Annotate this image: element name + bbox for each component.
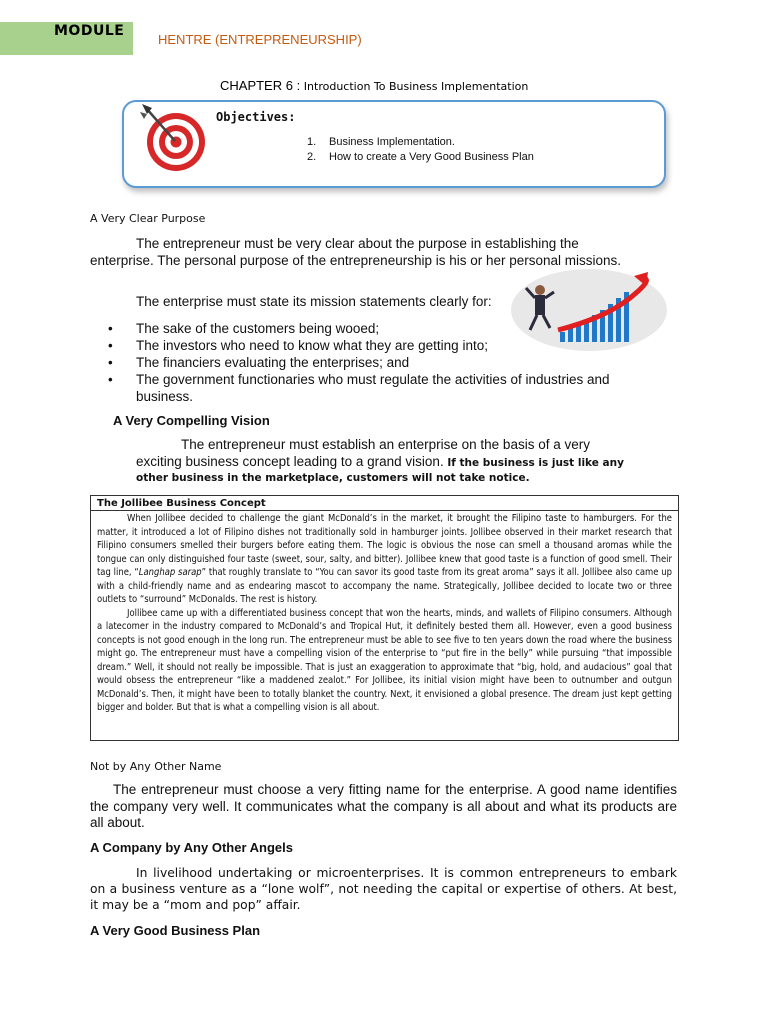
list-item: • The financiers evaluating the enterprises; and bbox=[108, 354, 668, 371]
subject-title: HENTRE (ENTREPRENEURSHIP) bbox=[158, 32, 362, 47]
jollibee-box-title: The Jollibee Business Concept bbox=[91, 496, 678, 511]
target-icon bbox=[138, 102, 208, 174]
vision-line-1: The entrepreneur must establish an enterprise on the basis of a very bbox=[181, 437, 590, 452]
objective-item: 1. Business Implementation. bbox=[307, 136, 455, 148]
objectives-title: Objectives: bbox=[216, 110, 296, 124]
list-item: • The investors who need to know what they are getting into; bbox=[108, 337, 668, 354]
vision-line-3: other business in the marketplace, customers will not take notice. bbox=[136, 472, 530, 484]
chapter-title bbox=[220, 78, 528, 93]
section-heading-vision: A Very Compelling Vision bbox=[113, 413, 270, 428]
module-label: MODULE bbox=[54, 23, 125, 39]
section-heading-purpose: A Very Clear Purpose bbox=[90, 212, 206, 225]
angels-paragraph: In livelihood undertaking or microenterprises. It is common entrepreneurs to embark on a business venture as a “lone wolf”, not needing the capital or expertise of others. At best, it may be a “mom and pop” affair. bbox=[90, 866, 677, 912]
objective-item: 2. How to create a Very Good Business Plan bbox=[307, 151, 534, 163]
objectives-list bbox=[307, 135, 534, 165]
section-heading-angels: A Company by Any Other Angels bbox=[90, 840, 293, 855]
jollibee-box-body bbox=[97, 512, 672, 715]
list-item: • The government functionaries who must regulate the activities of industries and business. bbox=[108, 371, 668, 405]
name-paragraph: The entrepreneur must choose a very fitting name for the enterprise. A good name identifies the company very well. It communicates what the company is all about and what its products are all about. bbox=[90, 782, 677, 830]
section-heading-name: Not by Any Other Name bbox=[90, 760, 222, 773]
chapter-prefix: CHAPTER 6 : bbox=[220, 78, 304, 93]
list-item: • The sake of the customers being wooed; bbox=[108, 320, 668, 337]
mission-bullets bbox=[108, 320, 668, 405]
jollibee-paragraph-1: When Jollibee decided to challenge the giant McDonald’s in the market, it brought the Filipino taste to hamburgers. For the matter, it introduced a lot of Filipino dishes not traditionally sold in hamburger joints. Jollibee observed in their market research that Filipino consumers smelled their burgers before eating them. The logic is obvious the nose can smell a thousand aromas while the tongue can only distinguished four taste (sweet, sour, salty, and bitter). Jollibee knew that good taste is a function of good smell. Their tag line, “Langhap sarap” that roughly translate to “You can savor its good taste from its great aroma” says it all. Jollibee also came up with a child-friendly name and as endearing mascot to accompany the name. Strategically, Jollibee decided to locate two or three outlets to “surround” McDonalds. The rest is history. bbox=[97, 513, 672, 605]
mission-paragraph: The enterprise must state its mission statements clearly for: bbox=[136, 294, 492, 309]
purpose-paragraph: The entrepreneur must be very clear about the purpose in establishing the enterprise. The personal purpose of the entrepreneurship is his or her personal missions. bbox=[90, 236, 622, 268]
chapter-name: Introduction To Business Implementation bbox=[303, 80, 529, 93]
jollibee-paragraph-2: Jollibee came up with a differentiated business concept that won the hearts, minds, and wallets of Filipino consumers. Although a latecomer in the industry compared to McDonald’s and Tropical Hut, it definitely bested them all. However, even a good business concepts is not good enough in the long run. The entrepreneur must be able to see five to ten years down the road where the business might go. The entrepreneur must have a compelling vision of the enterprise to “put fire in the belly” while pursuing “that impossible dream.” Well, it should not really be impossible. That is just an exaggeration to approximate that “big, hold, and audacious” goal that would obsess the entrepreneur “like a maddened zealot.” For Jollibee, its initial vision might have been to outnumber and outgun McDonald’s. Then, it might have been to totally blanket the country. Next, it envisioned a global presence. The dream just kept getting bigger and bolder. But that is what a compelling vision is all about. bbox=[97, 607, 672, 713]
section-heading-business-plan: A Very Good Business Plan bbox=[90, 923, 261, 938]
vision-line-2: exciting business concept leading to a grand vision. If the business is just like any bbox=[136, 454, 624, 469]
jollibee-concept-box bbox=[90, 495, 679, 741]
